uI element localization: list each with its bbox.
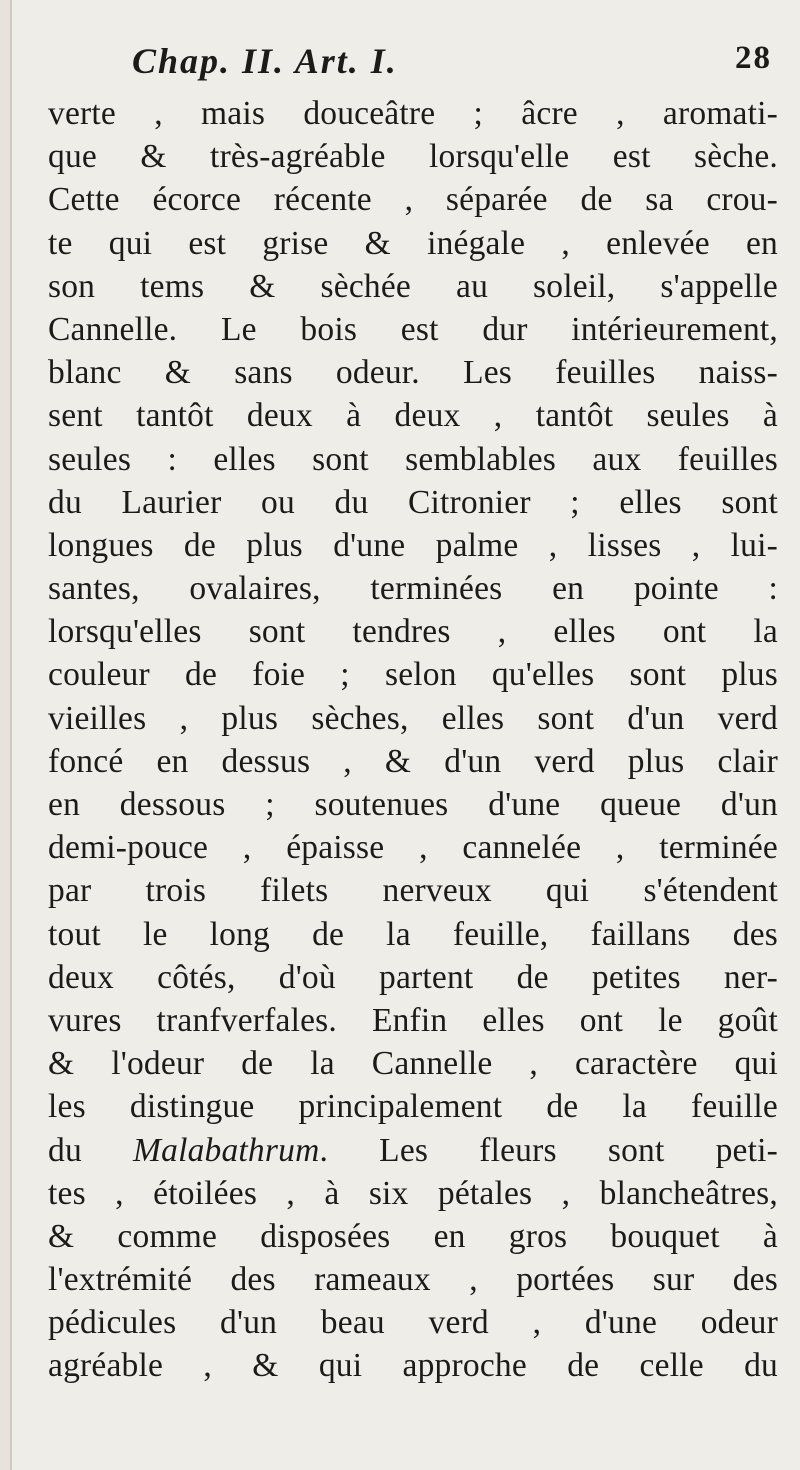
text-line: par trois filets nerveux qui s'étendent	[48, 872, 778, 910]
text-line: demi-pouce , épaisse , cannelée , terminée	[48, 829, 778, 867]
text-line: blanc & sans odeur. Les feuilles naiss-	[48, 354, 778, 392]
text-line: & comme disposées en gros bouquet à	[48, 1217, 778, 1255]
text-line: foncé en dessus , & d'un verd plus clair	[48, 742, 778, 780]
text-line: seules : elles sont semblables aux feuilles	[48, 440, 778, 478]
text-line: tout le long de la feuille, faillans des	[48, 915, 778, 953]
body-text	[48, 92, 778, 1388]
text-line: que & très-agréable lorsqu'elle est sèche.	[48, 138, 778, 176]
text-line: te qui est grise & inégale , enlevée en	[48, 224, 778, 262]
text-line: les distingue principalement de la feuille	[48, 1088, 778, 1126]
text-line: lorsqu'elles sont tendres , elles ont la	[48, 613, 778, 651]
text-line: vieilles , plus sèches, elles sont d'un verd	[48, 699, 778, 737]
text-line: du Laurier ou du Citronier ; elles sont	[48, 483, 778, 521]
line-text-before: du	[48, 1131, 134, 1169]
text-line: son tems & sèchée au soleil, s'appelle	[48, 267, 778, 305]
text-line: & l'odeur de la Cannelle , caractère qui	[48, 1045, 778, 1083]
text-line: sent tantôt deux à deux , tantôt seules à	[48, 397, 778, 435]
text-line: en dessous ; soutenues d'une queue d'un	[48, 786, 778, 823]
text-line-with-italic	[48, 1129, 778, 1172]
italic-term: Malabathrum	[133, 1131, 320, 1169]
text-line: tes , étoilées , à six pétales , blancheâtres,	[48, 1174, 778, 1212]
text-line: vures tranfverfales. Enfin elles ont le goût	[48, 1001, 778, 1039]
page-number: 28	[735, 40, 772, 76]
text-line: agréable , & qui approche de celle du	[48, 1347, 778, 1385]
line-text-after: . Les fleurs sont peti-	[319, 1131, 778, 1169]
text-line: l'extrémité des rameaux , portées sur des	[48, 1261, 778, 1299]
text-line: Cette écorce récente , séparée de sa crou-	[48, 181, 778, 219]
text-line: couleur de foie ; selon qu'elles sont plus	[48, 656, 778, 694]
text-line: longues de plus d'une palme , lisses , lui-	[48, 526, 778, 564]
text-line: pédicules d'un beau verd , d'une odeur	[48, 1304, 778, 1342]
page-binding-edge	[0, 0, 12, 1470]
running-head: Chap. II. Art. I.	[132, 41, 398, 81]
page-header	[132, 40, 772, 90]
text-line: verte , mais douceâtre ; âcre , aromati-	[48, 95, 778, 132]
text-line: santes, ovalaires, terminées en pointe :	[48, 570, 778, 608]
text-line: deux côtés, d'où partent de petites ner-	[48, 958, 778, 996]
text-line: Cannelle. Le bois est dur intérieurement,	[48, 310, 778, 348]
